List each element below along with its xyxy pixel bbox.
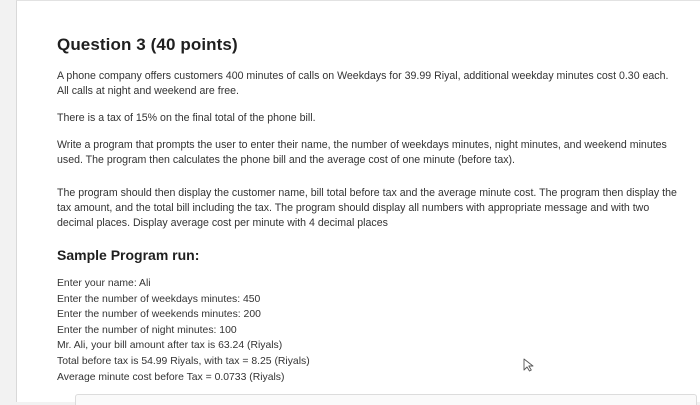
- question-paragraph-input: Write a program that prompts the user to enter their name, the number of weekdays minutes, night minutes, and weekend minutes used. The program then calculates the phone bill and the average cost of one minute (before tax).: [57, 139, 667, 166]
- sample-line: Enter the number of night minutes: 100: [57, 324, 237, 336]
- question-paragraph-pricing: A phone company offers customers 400 minutes of calls on Weekdays for 39.99 Riyal, additional weekday minutes cost 0.30 each. All calls at night and weekend are free.: [57, 70, 669, 97]
- sample-line: Enter the number of weekdays minutes: 450: [57, 293, 261, 305]
- question-content: [57, 35, 682, 385]
- answer-box-edge[interactable]: [75, 394, 697, 405]
- sample-line: Enter your name: Ali: [57, 278, 151, 289]
- document-page: [16, 0, 700, 402]
- sample-line: Average minute cost before Tax = 0.0733 (Riyals): [57, 371, 285, 383]
- sample-run-output: [57, 276, 682, 385]
- question-paragraph-output: The program should then display the customer name, bill total before tax and the average minute cost. The program then display the tax amount, and the total bill including the tax. The program should display all numbers with appropriate message and with two decimal places. Display average cost per minute with 4 decimal places: [57, 187, 677, 229]
- sample-line: Mr. Ali, your bill amount after tax is 63.24 (Riyals): [57, 340, 283, 352]
- sample-line: Total before tax is 54.99 Riyals, with tax = 8.25 (Riyals): [57, 355, 310, 367]
- mouse-pointer-icon: [522, 358, 536, 372]
- question-title: Question 3 (40 points): [57, 35, 238, 54]
- question-paragraph-tax: There is a tax of 15% on the final total of the phone bill.: [57, 112, 316, 124]
- sample-line: Enter the number of weekends minutes: 200: [57, 309, 261, 321]
- sample-run-heading: Sample Program run:: [57, 247, 200, 263]
